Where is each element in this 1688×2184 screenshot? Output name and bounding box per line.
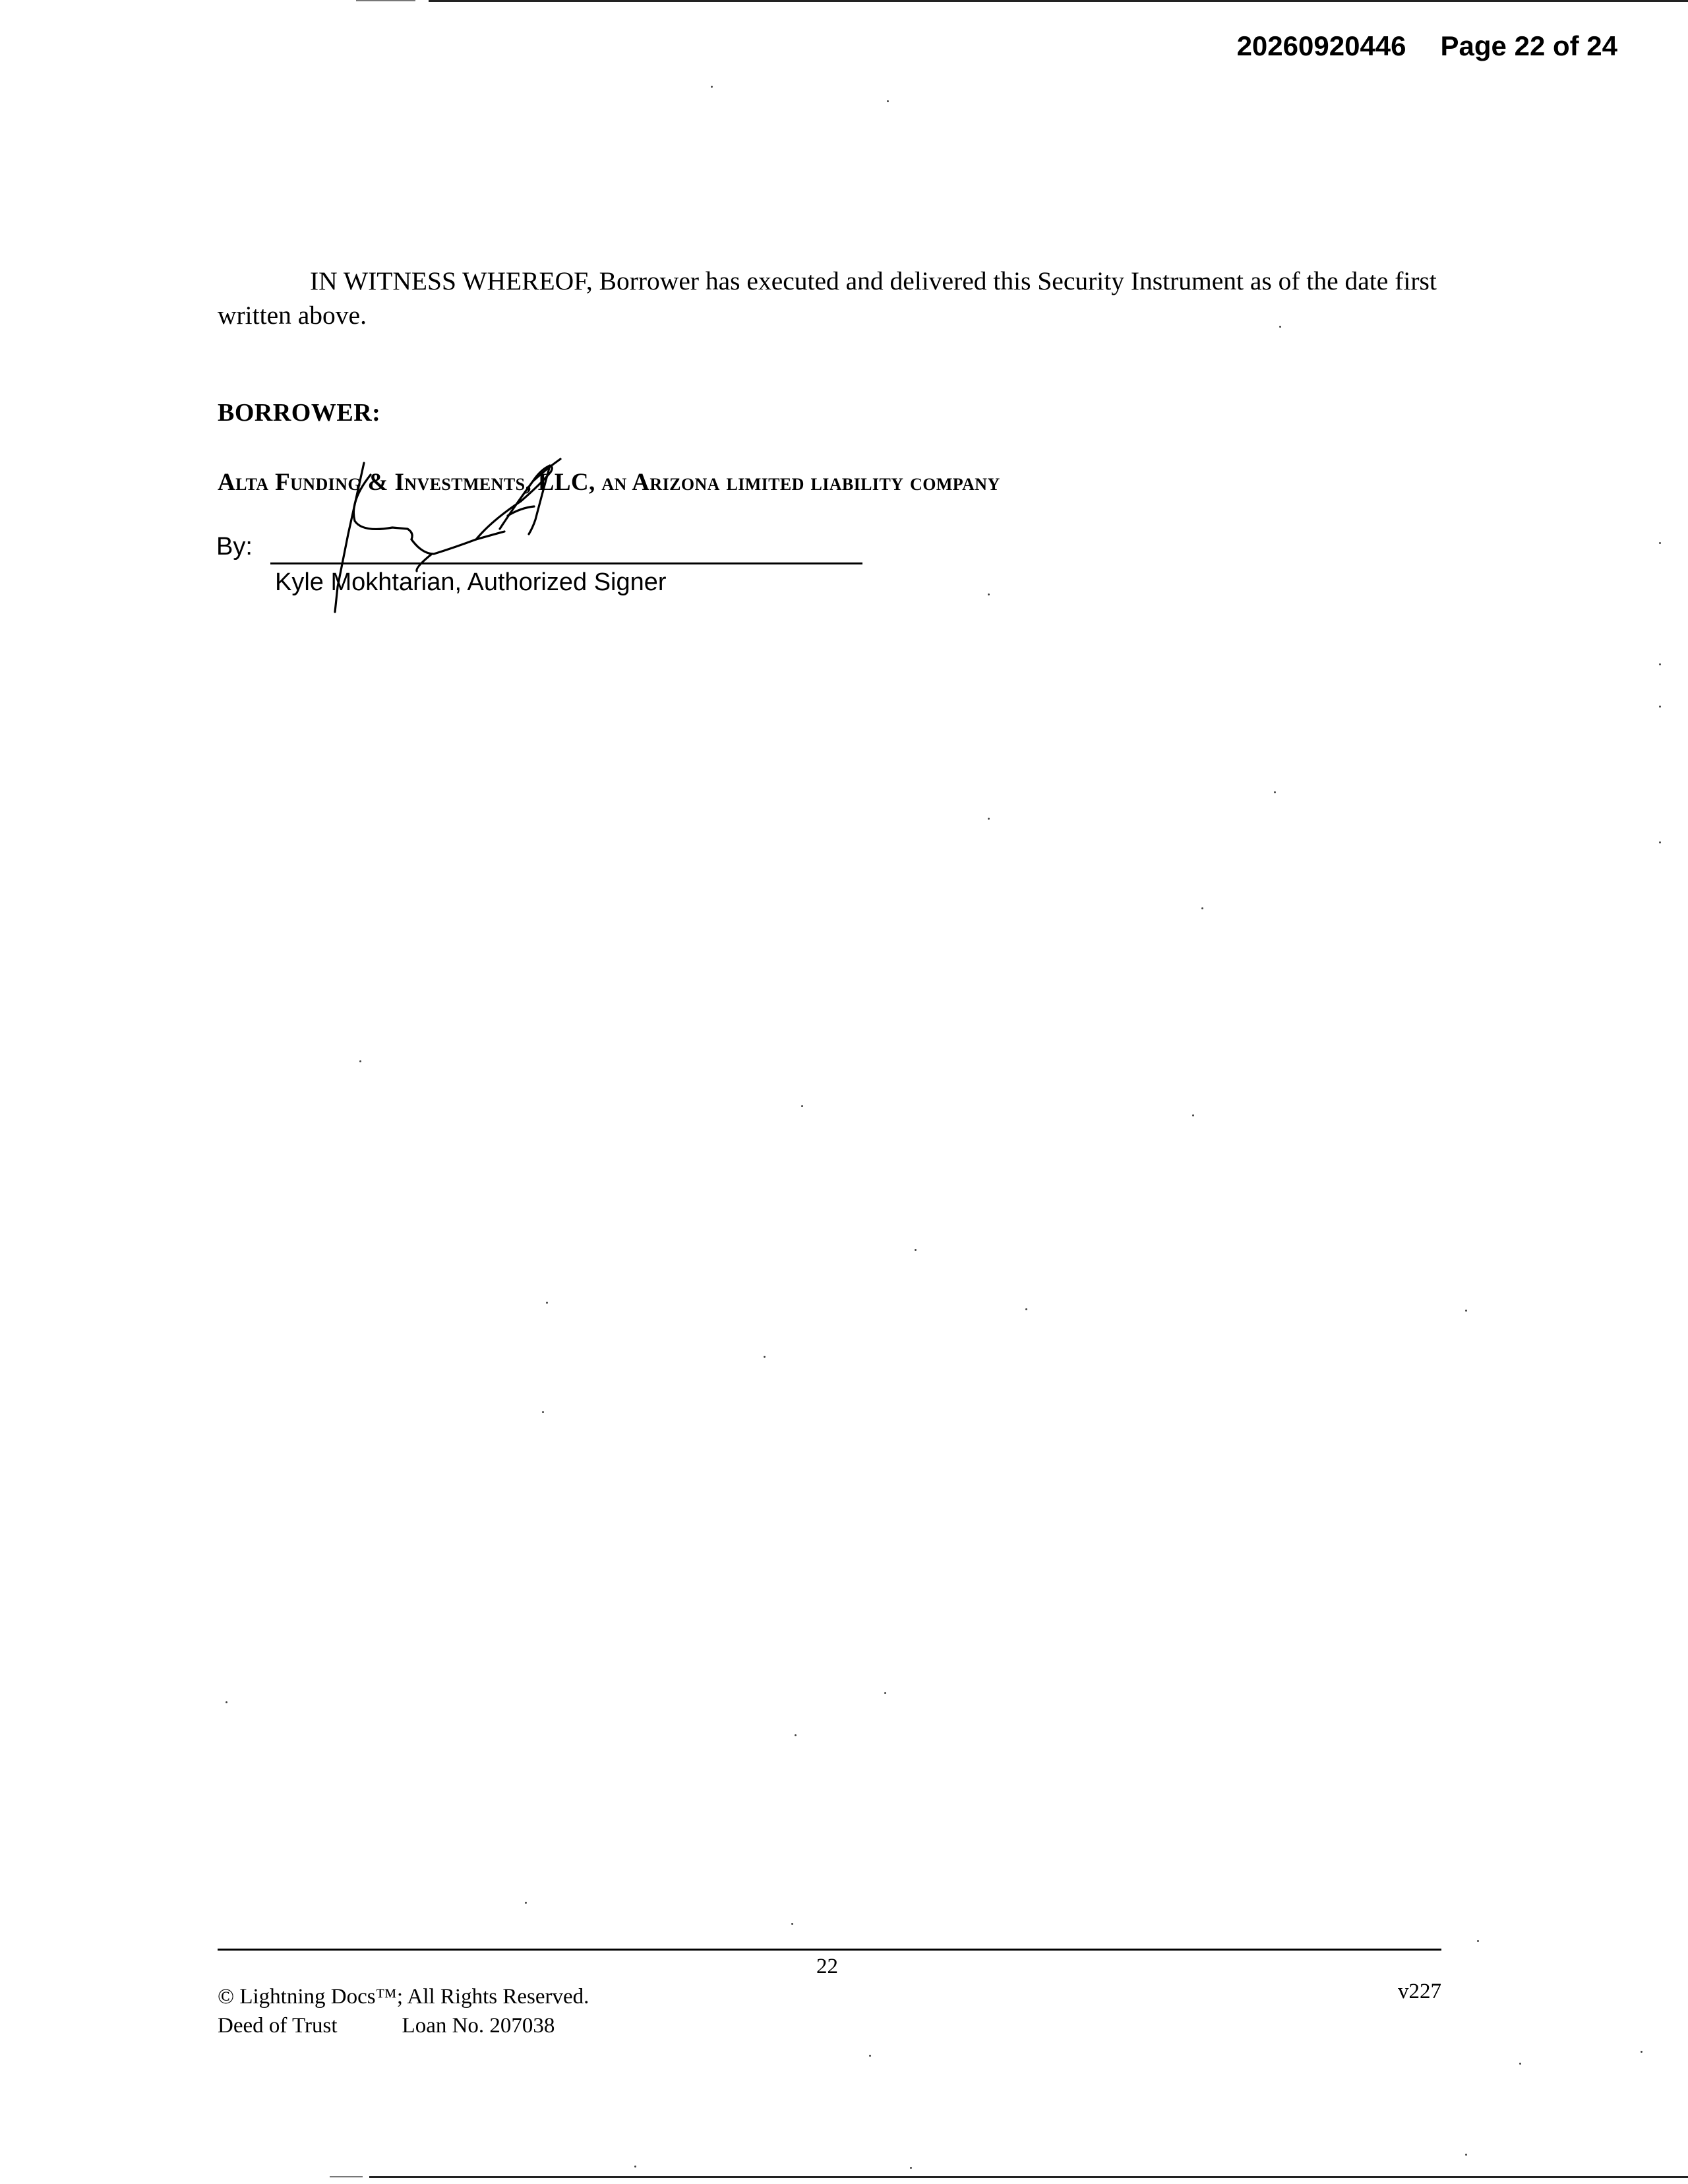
- scan-speck: [1192, 1114, 1194, 1116]
- top-border-line: [429, 0, 1688, 2]
- scan-speck: [1659, 841, 1661, 843]
- scan-speck: [1025, 1308, 1027, 1310]
- scan-speck: [801, 1105, 803, 1107]
- scan-speck: [1659, 542, 1661, 544]
- version-label: v227: [1398, 1980, 1441, 2003]
- page-header: [1237, 30, 1617, 62]
- scan-speck: [915, 1249, 917, 1251]
- scan-speck: [525, 1902, 527, 1904]
- scan-speck: [884, 1692, 886, 1694]
- scan-speck: [1465, 1310, 1467, 1312]
- scan-speck: [226, 1701, 227, 1703]
- scan-speck: [1659, 706, 1661, 708]
- footer-doc-line: [218, 2011, 589, 2040]
- document-type: Deed of Trust: [218, 2014, 338, 2038]
- scan-speck: [1659, 663, 1661, 665]
- copyright-notice: © Lightning Docs™; All Rights Reserved.: [218, 1985, 589, 2009]
- scan-speck: [711, 86, 713, 88]
- handwritten-signature: [323, 455, 600, 613]
- scan-speck: [988, 818, 990, 820]
- scan-speck: [1519, 2063, 1521, 2065]
- scan-speck: [1465, 2154, 1467, 2156]
- scan-speck: [869, 2055, 871, 2057]
- scan-speck: [764, 1356, 766, 1358]
- scan-edge-mark-bottom: [330, 2176, 363, 2177]
- scan-speck: [795, 1734, 797, 1736]
- witness-paragraph: IN WITNESS WHEREOF, Borrower has executed and delivered this Security Instrument as of the date first written above.: [218, 266, 1437, 330]
- page-label: Page 22 of 24: [1440, 30, 1617, 61]
- by-label: By:: [216, 533, 253, 561]
- borrower-heading: BORROWER:: [218, 399, 381, 427]
- scan-speck: [359, 1060, 361, 1062]
- scan-speck: [1274, 791, 1276, 793]
- scan-speck: [791, 1923, 793, 1925]
- scan-speck: [887, 100, 889, 102]
- footer-info: [218, 1982, 589, 2040]
- footer-page-number: 22: [816, 1955, 838, 1978]
- scan-speck: [988, 593, 990, 595]
- loan-number: Loan No. 207038: [402, 2014, 555, 2038]
- borrower-entity-name: Alta Funding & Investments, LLC, an Arizona limited liability company: [218, 469, 1000, 496]
- signer-name: Kyle Mokhtarian, Authorized Signer: [275, 568, 667, 596]
- scan-speck: [1641, 2051, 1643, 2053]
- document-number: 20260920446: [1236, 30, 1406, 61]
- scan-speck: [1279, 326, 1281, 328]
- scan-speck: [1201, 907, 1203, 909]
- scan-edge-mark: [356, 0, 415, 1]
- scan-speck: [542, 1411, 544, 1413]
- scan-speck: [546, 1302, 548, 1304]
- scan-speck: [1477, 1940, 1479, 1942]
- scan-speck: [634, 2166, 636, 2168]
- scan-speck: [910, 2167, 912, 2169]
- footer-rule: [218, 1949, 1441, 1951]
- bottom-border-line: [369, 2176, 1688, 2178]
